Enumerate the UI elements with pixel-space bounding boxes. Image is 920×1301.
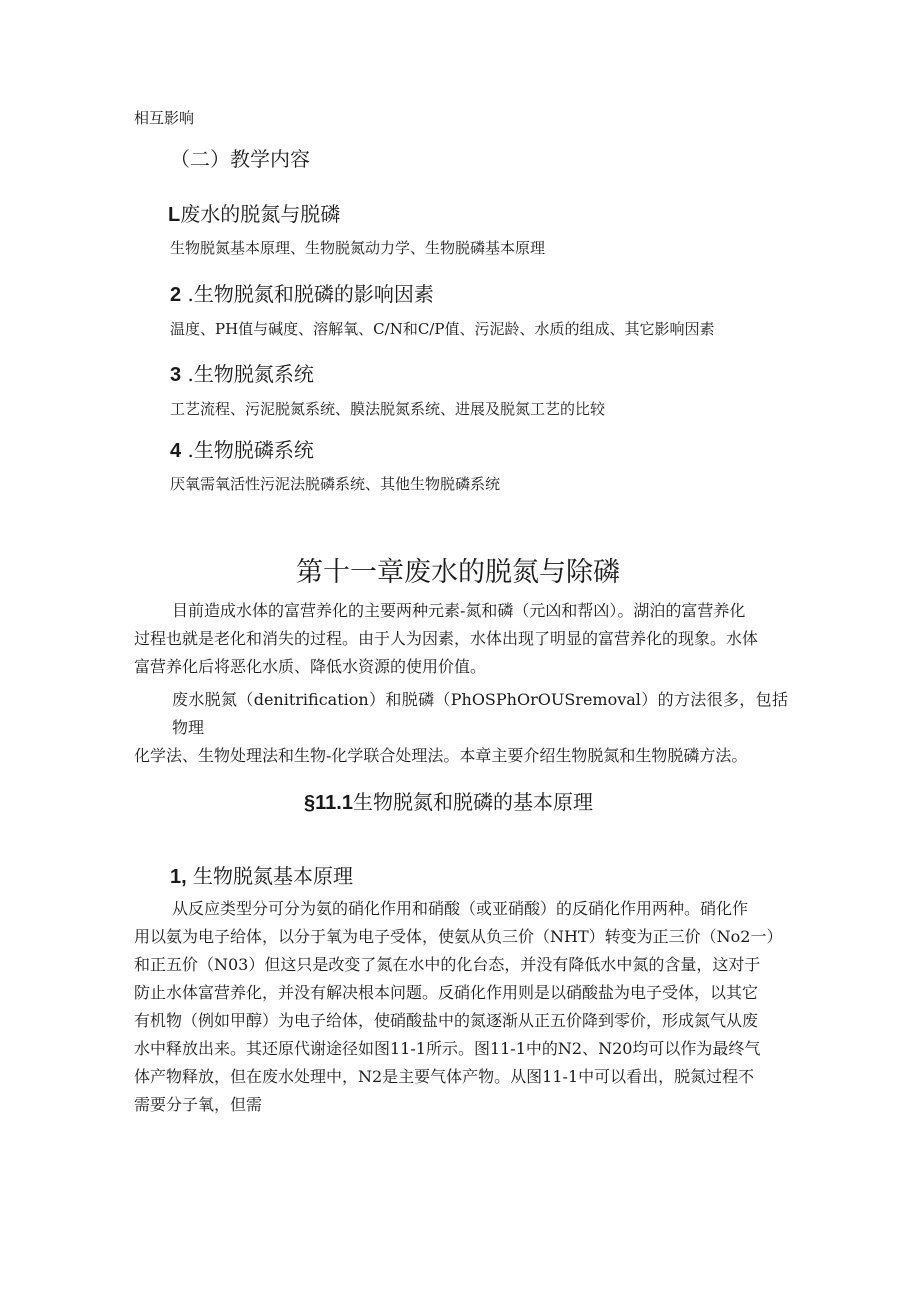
text-line: 体产物释放，但在废水处理中，N2是主要气体产物。从图11-1中可以看出，脱氮过程不 bbox=[134, 1067, 755, 1086]
section-title: 生物脱氮和脱磷的基本原理 bbox=[352, 790, 593, 814]
text-line: 化学法、生物处理法和生物-化学联合处理法。本章主要介绍生物脱氮和生物脱磷方法。 bbox=[134, 746, 748, 765]
intro-paragraph-2 bbox=[134, 686, 788, 770]
body-paragraph bbox=[134, 895, 788, 1119]
text-line: 过程也就是老化和消失的过程。由于人为因素，水体出现了明显的富营养化的现象。水体 bbox=[134, 629, 759, 648]
text-line: 从反应类型分可分为氨的硝化作用和硝酸（或亚硝酸）的反硝化作用两种。硝化作 bbox=[172, 899, 749, 918]
item-detail-1: 生物脱氮基本原理、生物脱氮动力学、生物脱磷基本原理 bbox=[170, 239, 546, 257]
section-heading bbox=[304, 786, 593, 815]
text-line: 用以氨为电子给体，以分于氧为电子受体，使氨从负三价（NHT）转变为正三价（No2一） bbox=[134, 927, 783, 946]
subsection-heading bbox=[170, 860, 353, 889]
item-number: L bbox=[168, 204, 181, 226]
text-line: 水中释放出来。其还原代谢途径如图11-1所示。图11-1中的N2、N20均可以作为最终气 bbox=[134, 1039, 761, 1058]
text-line: 防止水体富营养化，并没有解决根本问题。反硝化作用则是以硝酸盐为电子受体，以其它 bbox=[134, 983, 759, 1002]
item-heading-4 bbox=[170, 434, 314, 463]
item-number: 3 bbox=[170, 364, 182, 386]
section-number: §11.1 bbox=[304, 792, 353, 814]
chapter-title: 第十一章废水的脱氮与除磷 bbox=[296, 557, 620, 588]
text-line: 目前造成水体的富营养化的主要两种元素-氮和磷（元凶和帮凶）。湖泊的富营养化 bbox=[172, 601, 746, 620]
text-line: 有机物（例如甲醇）为电子给体，使硝酸盐中的氮逐渐从正五价降到零价，形成氮气从废 bbox=[134, 1011, 759, 1030]
item-heading-2 bbox=[170, 278, 434, 307]
item-number: 4 bbox=[170, 440, 182, 462]
item-heading-1 bbox=[168, 198, 340, 227]
item-detail-3: 工艺流程、污泥脱氮系统、膜法脱氮系统、进展及脱氮工艺的比较 bbox=[170, 400, 606, 418]
text-line: 废水脱氮（denitrification）和脱磷（PhOSPhOrOUSremoval）的方法很多，包括物理 bbox=[172, 690, 788, 737]
text-line: 富营养化后将恶化水质、降低水资源的使用价值。 bbox=[134, 657, 487, 676]
subsection-number: 1, bbox=[170, 866, 187, 888]
top-fragment: 相互影响 bbox=[134, 109, 195, 127]
item-detail-2: 温度、PH值与碱度、溶解氧、C/N和C/P值、污泥龄、水质的组成、其它影响因素 bbox=[170, 320, 715, 338]
text-line: 和正五价（N03）但这只是改变了氮在水中的化台态，并没有降低水中氮的含量，这对于 bbox=[134, 955, 761, 974]
item-title: 废水的脱氮与脱磷 bbox=[180, 202, 341, 226]
item-number: 2 bbox=[170, 284, 182, 306]
item-detail-4: 厌氧需氧活性污泥法脱磷系统、其他生物脱磷系统 bbox=[170, 475, 501, 493]
teaching-content-heading: （二）教学内容 bbox=[170, 147, 310, 171]
subsection-title: 生物脱氮基本原理 bbox=[193, 864, 354, 888]
intro-paragraph-1 bbox=[134, 597, 788, 681]
text-line: 需要分子氧，但需 bbox=[134, 1095, 263, 1114]
item-heading-3 bbox=[170, 358, 314, 387]
item-title: .生物脱氮和脱磷的影响因素 bbox=[187, 282, 434, 306]
item-title: .生物脱氮系统 bbox=[187, 362, 314, 386]
item-title: .生物脱磷系统 bbox=[187, 438, 314, 462]
